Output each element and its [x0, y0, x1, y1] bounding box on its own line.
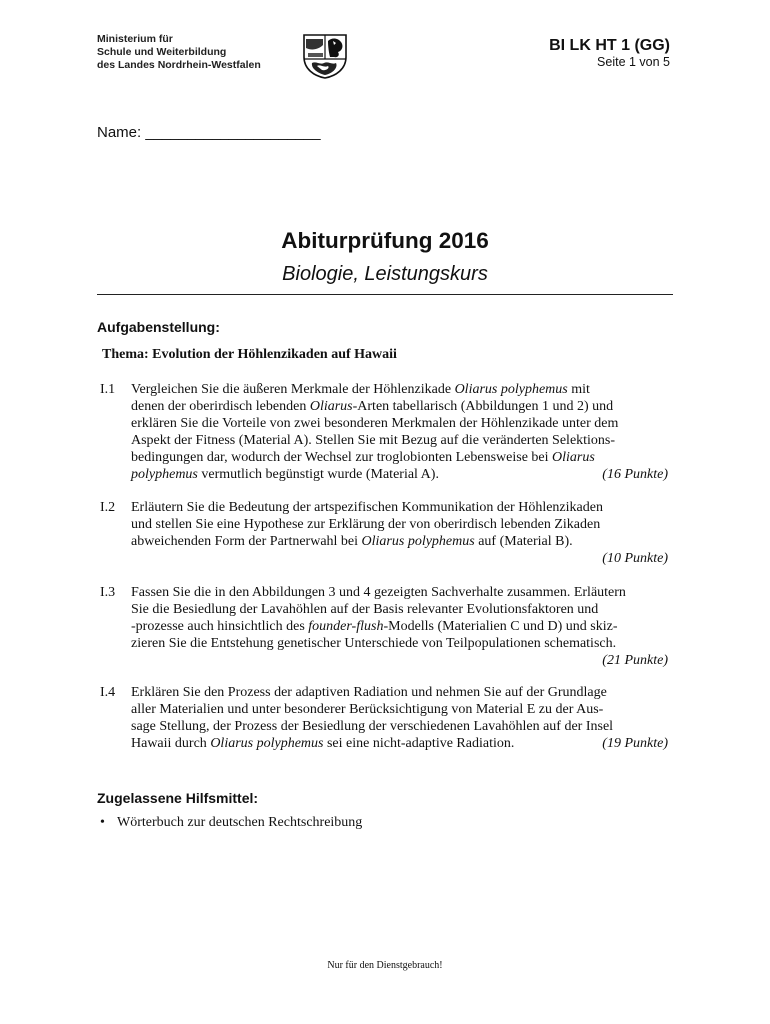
text-segment: Fassen Sie die in den Abbildungen 3 und 4 gezeigten Sachverhalte zusammen. Erläutern	[131, 585, 626, 600]
task-number: I.2	[100, 500, 116, 515]
task-line	[131, 415, 668, 432]
footer-note: Nur für den Dienstgebrauch!	[327, 960, 443, 971]
text-segment: -Arten tabellarisch (Abbildungen 1 und 2) und	[352, 399, 614, 414]
text-segment: Erläutern Sie die Bedeutung der artspezifischen Kommunikation der Höhlenzikaden	[131, 500, 603, 515]
text-segment: denen der oberirdisch lebenden	[131, 399, 310, 414]
task-i4	[100, 684, 668, 752]
aids-heading: Zugelassene Hilfsmittel:	[97, 790, 259, 806]
text-segment: sage Stellung, der Prozess der Besiedlung der verschiedenen Lavahöhlen auf der Insel	[131, 719, 614, 734]
task-line	[131, 701, 668, 718]
ministry-name	[97, 33, 261, 72]
italic-term: Oliarus polyphemus	[361, 534, 475, 549]
task-line	[131, 684, 668, 701]
task-text	[131, 684, 668, 752]
text-segment: -prozesse auch hinsichtlich des	[131, 619, 309, 634]
text-segment: Hawaii durch	[131, 736, 211, 751]
italic-term: founder-flush	[308, 619, 384, 634]
task-line	[131, 718, 668, 735]
italic-term: polyphemus	[131, 467, 198, 482]
task-line	[131, 398, 668, 415]
name-label: Name:	[97, 124, 146, 141]
task-points: (19 Punkte)	[602, 736, 668, 751]
italic-term: Oliarus polyphemus	[210, 736, 324, 751]
task-number: I.1	[100, 382, 116, 397]
task-points: (16 Punkte)	[602, 467, 668, 482]
text-segment: mit	[567, 382, 590, 397]
text-segment: zieren Sie die Entstehung genetischer Unterschiede von Teilpopulationen schematisch.	[131, 636, 617, 651]
assignment-heading: Aufgabenstellung:	[97, 319, 220, 335]
text-segment: und stellen Sie eine Hypothese zur Erklärung der von oberirdisch lebenden Zikaden	[131, 517, 601, 532]
task-text	[131, 381, 668, 483]
text-segment: erklären Sie die Vorteile von zwei besonderen Merkmalen der Höhlenzikade unter dem	[131, 416, 619, 431]
text-segment: Vergleichen Sie die äußeren Merkmale der Höhlenzikade	[131, 382, 455, 397]
text-segment: auf (Material B).	[474, 534, 573, 549]
title-divider	[97, 294, 673, 295]
task-line	[131, 635, 668, 652]
task-i1	[100, 381, 668, 483]
task-line	[131, 466, 668, 483]
text-segment: aller Materialien und unter besonderer Berücksichtigung von Material E zu der Aus-	[131, 702, 604, 717]
italic-term: Oliarus	[309, 399, 353, 414]
task-line	[131, 533, 668, 550]
task-number: I.4	[100, 685, 116, 700]
task-i2	[100, 499, 668, 567]
name-blank: _____________________	[145, 124, 321, 141]
bullet-icon: •	[100, 815, 105, 830]
aids-list-item	[100, 815, 362, 831]
task-line	[131, 516, 668, 533]
task-line	[131, 601, 668, 618]
text-segment: Sie die Besiedlung der Lavahöhlen auf der Basis relevanter Evolutionsfaktoren und	[131, 602, 599, 617]
task-line	[131, 432, 668, 449]
task-line	[131, 584, 668, 601]
text-segment: abweichenden Form der Partnerwahl bei	[131, 534, 362, 549]
text-segment: vermutlich begünstigt wurde (Material A).	[197, 467, 439, 482]
italic-term: Oliarus	[552, 450, 595, 465]
task-text	[131, 584, 668, 652]
task-line	[131, 381, 668, 398]
page-subtitle: Biologie, Leistungskurs	[282, 263, 488, 285]
task-line	[131, 449, 668, 466]
text-segment: bedingungen dar, wodurch der Wechsel zur troglobionten Lebensweise bei	[131, 450, 553, 465]
ministry-line: Ministerium für	[97, 33, 173, 45]
page-number: Seite 1 von 5	[597, 55, 670, 69]
title-block	[97, 226, 673, 287]
task-line	[131, 499, 668, 516]
aid-text: Wörterbuch zur deutschen Rechtschreibung	[117, 815, 363, 830]
italic-term: Oliarus polyphemus	[454, 382, 568, 397]
task-points: (21 Punkte)	[602, 653, 668, 668]
document-meta	[549, 36, 670, 70]
task-line	[131, 618, 668, 635]
text-segment: -Modells (Materialien C und D) und skiz-	[383, 619, 618, 634]
ministry-line: Schule und Weiterbildung	[97, 46, 227, 58]
task-points: (10 Punkte)	[602, 551, 668, 566]
text-segment: Aspekt der Fitness (Material A). Stellen Sie mit Bezug auf die veränderten Selektions-	[131, 433, 616, 448]
name-field	[97, 124, 321, 141]
theme-line: Thema: Evolution der Höhlenzikaden auf Hawaii	[102, 347, 397, 362]
page-title: Abiturprüfung 2016	[281, 228, 489, 253]
nrw-coat-of-arms-icon	[300, 33, 350, 79]
task-line	[131, 735, 668, 752]
task-i3	[100, 584, 668, 669]
text-segment: sei eine nicht-adaptive Radiation.	[323, 736, 515, 751]
task-number: I.3	[100, 585, 116, 600]
ministry-line: des Landes Nordrhein-Westfalen	[97, 59, 261, 71]
document-code: BI LK HT 1 (GG)	[549, 37, 670, 54]
task-text	[131, 499, 668, 550]
text-segment: Erklären Sie den Prozess der adaptiven Radiation und nehmen Sie auf der Grundlage	[131, 685, 607, 700]
